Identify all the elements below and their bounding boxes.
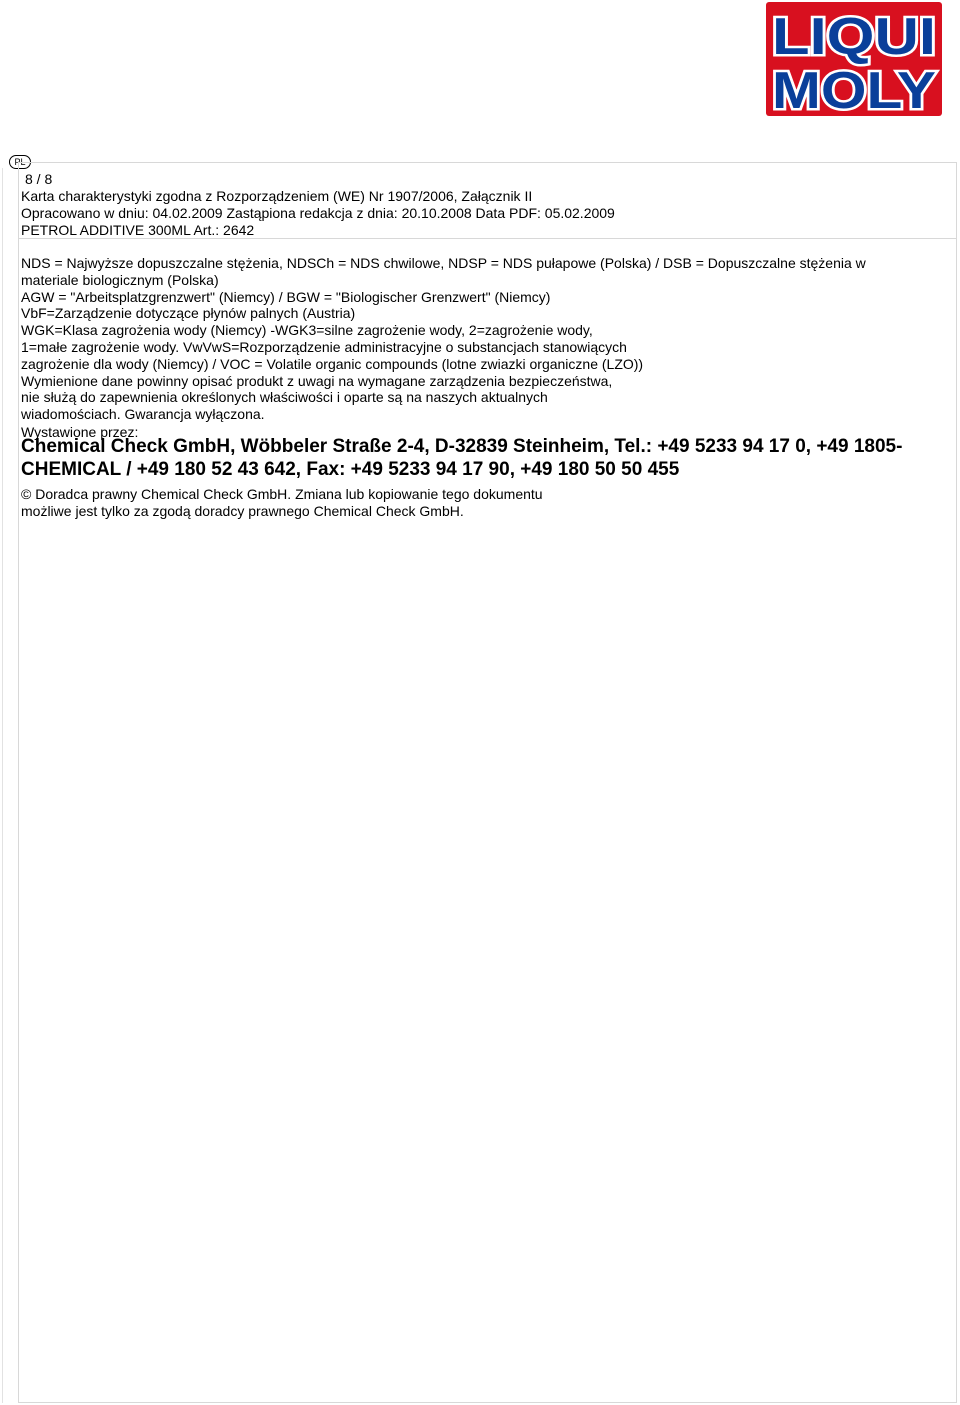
product-name: PETROL ADDITIVE 300ML Art.: 2642 xyxy=(21,222,255,238)
logo-line2: MOLY xyxy=(772,62,936,116)
text-line: VbF=Zarządzenie dotyczące płynów palnych (Austria) xyxy=(21,305,356,322)
text-line: nie służą do zapewnienia określonych właściwości i oparte są na naszych aktualnych xyxy=(21,389,548,406)
text-line: wiadomościach. Gwarancja wyłączona. xyxy=(21,406,265,423)
regulation-title: Karta charakterystyki zgodna z Rozporządzeniem (WE) Nr 1907/2006, Załącznik II xyxy=(21,188,533,204)
copyright-line: możliwe jest tylko za zgodą doradcy prawnego Chemical Check GmbH. xyxy=(21,503,464,519)
text-line: zagrożenie dla wody (Niemcy) / VOC = Volatile organic compounds (lotne zwiazki organiczne (LZO)) xyxy=(21,355,644,372)
text-line: Wymienione dane powinny opisać produkt z uwagi na wymagane zarządzenia bezpieczeństwa, xyxy=(21,372,613,389)
document-header xyxy=(21,171,615,239)
text-line: 1=małe zagrożenie wody. VwVwS=Rozporządzenie administracyjne o substancjach stanowiących xyxy=(21,338,627,355)
issuer-company xyxy=(21,435,951,481)
language-badge: PL xyxy=(9,155,31,169)
issued-by-label: Wystawione przez: xyxy=(21,424,139,440)
abbreviations-section xyxy=(21,255,946,423)
logo-line1: LIQUI xyxy=(772,8,936,66)
header-divider xyxy=(18,238,957,239)
text-line: AGW = "Arbeitsplatzgrenzwert" (Niemcy) / BGW = "Biologischer Grenzwert" (Niemcy) xyxy=(21,288,551,305)
text-line: NDS = Najwyższe dopuszczalne stężenia, NDSCh = NDS chwilowe, NDSP = NDS pułapowe (Polska) / DSB = Dopuszczalne stężenia w xyxy=(21,255,866,271)
liqui-moly-logo xyxy=(766,2,942,116)
copyright-notice xyxy=(21,486,543,520)
page-margin-line xyxy=(2,168,3,1403)
copyright-line: © Doradca prawny Chemical Check GmbH. Zmiana lub kopiowanie tego dokumentu xyxy=(21,486,543,502)
company-line: CHEMICAL / +49 180 52 43 642, Fax: +49 5233 94 17 90, +49 180 50 50 455 xyxy=(21,459,680,480)
document-dates: Opracowano w dniu: 04.02.2009 Zastąpiona redakcja z dnia: 20.10.2008 Data PDF: 05.02.2009 xyxy=(21,205,615,221)
page-number: 8 / 8 xyxy=(25,171,53,187)
text-line: materiale biologicznym (Polska) xyxy=(21,271,219,288)
text-line: WGK=Klasa zagrożenia wody (Niemcy) -WGK3=silne zagrożenie wody, 2=zagrożenie wody, xyxy=(21,322,593,339)
company-line: Chemical Check GmbH, Wöbbeler Straße 2-4, D-32839 Steinheim, Tel.: +49 5233 94 17 0, +49 1805- xyxy=(21,436,903,457)
